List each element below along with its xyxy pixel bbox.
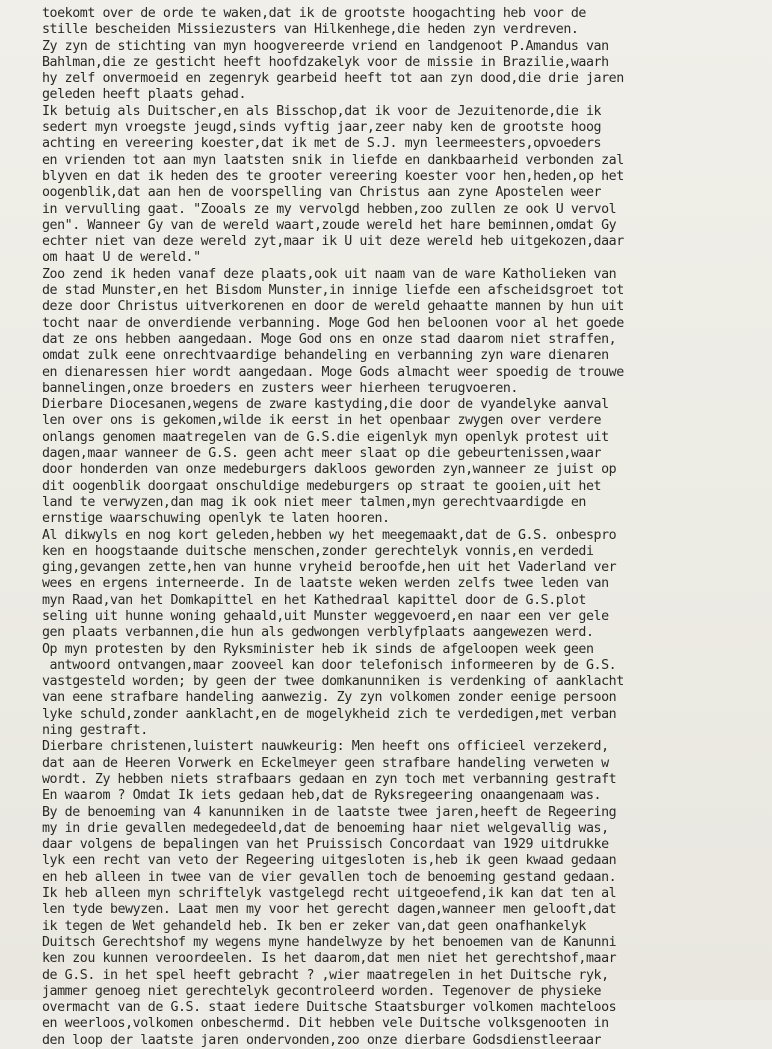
text-line: dat aan de Heeren Vorwerk en Eckelmeyer geen strafbare handeling verweten w	[42, 755, 609, 771]
text-line: geleden heeft plaats gehad.	[42, 87, 246, 103]
text-line: Dierbare Diocesanen,wegens de zware kastyding,die door de vyandelyke aanval	[42, 397, 609, 413]
text-line: blyven en dat ik heden des te grooter vereering koester voor hen,heden,op het	[42, 168, 624, 184]
text-line: Dierbare christenen,luistert nauwkeurig: Men heeft ons officieel verzekerd,	[42, 739, 609, 755]
text-line: Bahlman,die ze gesticht heeft hoofdzakelyk voor de missie in Brazilie,waarh	[42, 54, 609, 70]
text-line: in vervulling gaat. "Zooals ze my vervolgd hebben,zoo zullen ze ook U vervol	[42, 201, 617, 217]
text-line: Op myn protesten by den Ryksminister heb ik sinds de afgeloopen week geen	[42, 641, 594, 657]
text-line: dat ze ons hebben aangedaan. Moge God ons en onze stad daarom niet straffen,	[42, 331, 617, 347]
text-line: lyk een recht van veto der Regeering uitgesloten is,heb ik geen kwaad gedaan	[42, 853, 617, 869]
text-line: En waarom ? Omdat Ik iets gedaan heb,dat de Ryksregeering onaangenaam was.	[42, 788, 602, 804]
text-line: bannelingen,onze broeders en zusters weer hierheen terugvoeren.	[42, 380, 518, 396]
text-line: Ik heb alleen myn schriftelyk vastgelegd recht uitgeoefend,ik kan dat ten al	[42, 886, 617, 902]
text-line: deze door Christus uitverkorenen en door de wereld gehaatte mannen by hun uit	[42, 299, 624, 315]
text-line: om haat U de wereld."	[42, 250, 201, 266]
text-line: de G.S. in het spel heeft gebracht ? ,wier maatregelen in het Duitsche ryk,	[42, 967, 609, 983]
text-line: gen plaats verbannen,die hun als gedwongen verblyfplaats aangewezen werd.	[42, 625, 594, 641]
text-line: jammer genoeg niet gerechtelyk gecontroleerd worden. Tegenover de physieke	[42, 983, 602, 999]
text-line: len over ons is gekomen,wilde ik eerst in het openbaar zwygen over verdere	[42, 413, 602, 429]
text-line: vastgesteld worden; by geen der twee domkanunniken is verdenking of aanklacht	[42, 674, 624, 690]
text-line: en weerloos,volkomen onbeschermd. Dit hebben vele Duitsche volksgenooten in	[42, 1016, 609, 1032]
text-line: Duitsch Gerechtshof my wegens myne handelwyze by het benoemen van de Kanunni	[42, 934, 617, 950]
text-line: door honderden van onze medeburgers dakloos geworden zyn,wanneer ze juist op	[42, 462, 617, 478]
text-line: dit oogenblik doorgaat onschuldige medeburgers op straat te gooien,uit het	[42, 478, 602, 494]
text-line: toekomt over de orde te waken,dat ik de grootste hoogachting heb voor de	[42, 6, 586, 21]
text-line: ken zou kunnen veroordeelen. Is het daarom,dat men niet het gerechtshof,maar	[42, 951, 617, 967]
text-line: van eene strafbare handeling aanwezig. Zy zyn volkomen zonder eenige persoon	[42, 690, 617, 706]
text-line: overmacht van de G.S. staat iedere Duitsche Staatsburger volkomen machteloos	[42, 1000, 617, 1016]
text-line: en heb alleen in twee van de vier gevallen toch de benoeming gestand gedaan.	[42, 869, 617, 885]
text-line: daar volgens de bepalingen van het Pruissisch Concordaat van 1929 uitdrukke	[42, 837, 609, 853]
text-line: den loop der laatste jaren ondervonden,zoo onze dierbare Godsdienstleeraar	[42, 1032, 602, 1048]
text-line: len tyde bewyzen. Laat men my voor het gerecht dagen,wanneer men gelooft,dat	[42, 902, 617, 918]
text-line: antwoord ontvangen,maar zooveel kan door telefonisch informeeren by de G.S.	[42, 657, 617, 673]
text-line: wees en ergens interneerde. In de laatste weken werden zelfs twee leden van	[42, 576, 609, 592]
text-line: onlangs genomen maatregelen van de G.S.die eigenlyk myn openlyk protest uit	[42, 429, 609, 445]
text-line: land te verwyzen,dan mag ik ook niet meer talmen,myn gerechtvaardigde en	[42, 494, 586, 510]
text-line: ning gestraft.	[42, 723, 148, 739]
text-line: Zy zyn de stichting van myn hoogvereerde vriend en landgenoot P.Amandus van	[42, 38, 609, 54]
text-line: Zoo zend ik heden vanaf deze plaats,ook uit naam van de ware Katholieken van	[42, 266, 617, 282]
text-line: echter niet van deze wereld zyt,maar ik U uit deze wereld heb uitgekozen,daar	[42, 234, 624, 250]
text-line: tocht naar de onverdiende verbanning. Moge God hen beloonen voor al het goede	[42, 315, 624, 331]
text-line: gen". Wanneer Gy van de wereld waart,zoude wereld het hare beminnen,omdat Gy	[42, 217, 617, 233]
text-line: stille bescheiden Missiezusters van Hilkenhege,die heden zyn verdreven.	[42, 22, 579, 38]
text-line: ik tegen de Wet gehandeld heb. Ik ben er zeker van,dat geen onafhankelyk	[42, 918, 586, 934]
text-line: seling uit hunne woning gehaald,uit Munster weggevoerd,en naar een ver gele	[42, 608, 609, 624]
text-line: en vrienden tot aan myn laatsten snik in liefde en dankbaarheid verbonden zal	[42, 152, 624, 168]
text-line: my in drie gevallen medegedeeld,dat de benoeming haar niet welgevallig was,	[42, 820, 609, 836]
text-line: lyke schuld,zonder aanklacht,en de mogelykheid zich te verdedigen,met verban	[42, 706, 617, 722]
text-line: dagen,maar wanneer de G.S. geen acht meer slaat op die gebeurtenissen,waar	[42, 446, 602, 462]
text-line: ernstige waarschuwing openlyk te laten hooren.	[42, 511, 390, 527]
text-line: Ik betuig als Duitscher,en als Bisschop,dat ik voor de Jezuitenorde,die ik	[42, 103, 602, 119]
text-line: wordt. Zy hebben niets strafbaars gedaan en zyn toch met verbanning gestraft	[42, 771, 617, 787]
text-line: sedert myn vroegste jeugd,sinds vyftig jaar,zeer naby ken de grootste hoog	[42, 120, 602, 136]
text-line: oogenblik,dat aan hen de voorspelling van Christus aan zyne Apostelen weer	[42, 185, 602, 201]
text-line: achting en vereering koester,dat ik met de S.J. myn leermeesters,opvoeders	[42, 136, 602, 152]
text-line: ging,gevangen zette,hen van hunne vryheid beroofde,hen uit het Vaderland ver	[42, 560, 617, 576]
text-line: ken en hoogstaande duitsche menschen,zonder gerechtelyk vonnis,en verdedi	[42, 543, 594, 559]
text-line: myn Raad,van het Domkapittel en het Kathedraal kapittel door de G.S.plot	[42, 592, 586, 608]
text-line: hy zelf onvermoeid en zegenryk gearbeid heeft tot aan zyn dood,die drie jaren	[42, 71, 624, 87]
text-line: Al dikwyls en nog kort geleden,hebben wy het meegemaakt,dat de G.S. onbespro	[42, 527, 617, 543]
text-line: By de benoeming van 4 kanunniken in de laatste twee jaren,heeft de Regeering	[42, 804, 617, 820]
text-line: en dienaressen hier wordt aangedaan. Moge Gods almacht weer spoedig de trouwe	[42, 364, 624, 380]
letter-body	[42, 6, 756, 1049]
text-line: omdat zulk eene onrechtvaardige behandeling en verbanning zyn ware dienaren	[42, 348, 609, 364]
text-line: de stad Munster,en het Bisdom Munster,in innige liefde een afscheidsgroet tot	[42, 283, 624, 299]
